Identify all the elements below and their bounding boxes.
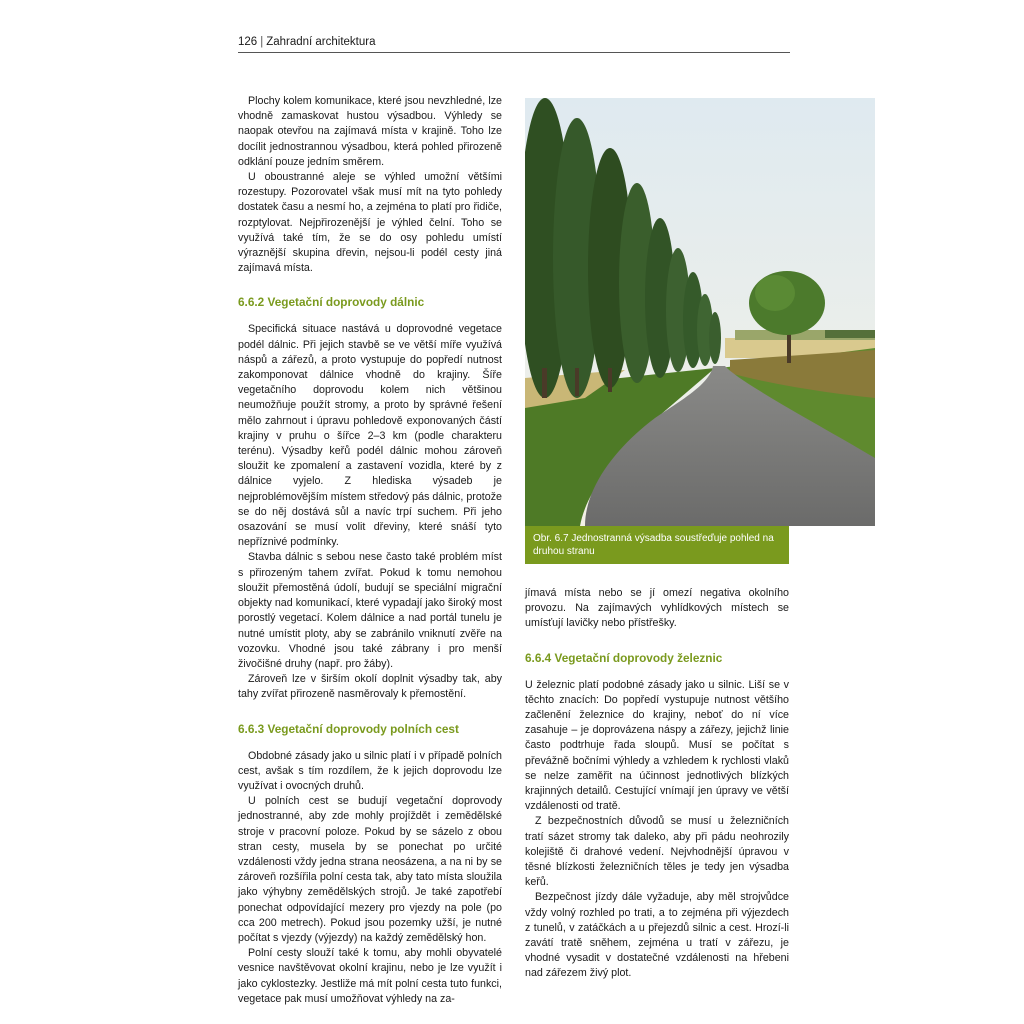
figure-caption: Obr. 6.7 Jednostranná výsadba soustřeďuje pohled na druhou stranu [525, 526, 789, 564]
paragraph: Polní cesty slouží také k tomu, aby mohli obyvatelé vesnice navštěvovat okolní krajinu, nebo je lze využít i jako cyklostezky. Jestliže má mít polní cesta tuto funkci, vegetace pak musí umožňovat výhledy na za- [238, 947, 502, 1005]
paragraph: Specifická situace nastává u doprovodné vegetace podél dálnic. Při jejich stavbě se ve větší míře využívá náspů a zářezů, a proto vystupuje do popředí nutnost zakomponovat dálnice vhodně do krajiny. Šíře vegetačního doprovodu kolem nich většinou neumožňuje použít stromy, a proto by správné řešení mělo zahrnout i úpravu pohledově exponovaných částí krajiny v pruhu o šířce 2–3 km (podle charakteru terénu). Výsadby keřů podél dálnic mohou zároveň sloužit ke zpomalení a zastavení vozidla, které by z dálnice vyjelo. Z hlediska výsadeb je nejproblémovějším místem středový pás dálnic, protože se do něj dostává sůl a navíc trpí suchem. Při jeho osazování se musí volit dřeviny, které snáší tyto nepříznivé podmínky. [238, 323, 502, 549]
paragraph: Obdobné zásady jako u silnic platí i v případě polních cest, avšak s tím rozdílem, že k jejich doprovodu lze využívat i ovocných druhů. [238, 749, 502, 792]
section-heading-6-6-2: 6.6.2 Vegetační doprovody dálnic [238, 295, 425, 310]
paragraph: U polních cest se budují vegetační doprovody jednostranné, aby zde mohly projíždět i zemědělské stroje v pracovní poloze. Pokud by se sázelo z obou stran cesty, musela by se ponechat po určité vzdálenosti vždy jedna strana neosázena, a na ni by se zároveň rozšířila polní cesta tak, aby tato místa sloužila jako výhybny zemědělských strojů. Je také zapotřebí ponechat odpovídající mezery pro vjezdy na pole (po cca 200 metrech). Pokud jsou pozemky užší, je nutné počítat s vjezdy (výjezdy) na každý zemědělský hon. [238, 795, 502, 944]
header-separator: | [260, 36, 264, 48]
section-heading-6-6-3: 6.6.3 Vegetační doprovody polních cest [238, 721, 459, 736]
paragraph: Plochy kolem komunikace, které jsou nevzhledné, lze vhodně zamaskovat hustou výsadbou. Výhledy se naopak otevřou na zajímavá místa v krajině. Toho lze docílit jednostrannou výsadbou, která pohled přirozeně odklání pouze jedním směrem. [238, 95, 502, 168]
page-number: 126 [238, 36, 258, 48]
paragraph: Stavba dálnic s sebou nese často také problém míst s přirozeným tahem zvířat. Pokud k tomu nemohou sloužit přemostěná údolí, budují se speciální migrační objekty nad komunikací, které vypadají jako široký most porostlý vegetací. Kolem dálnice a nad portál tunelu je nutné umístit ploty, aby se zabránilo vniknutí zvěře na vozovku. Vhodné jsou také zábrany i pro menší živočišné druhy (např. pro žáby). [238, 551, 502, 670]
paragraph: U železnic platí podobné zásady jako u silnic. Liší se v těchto znacích: Do popředí vystupuje nutnost většího začlenění železnice do krajiny, neboť do ní více zasahuje – je doprovázena náspy a zářezy, jejichž linie často podtrhuje řada sloupů. Musí se počítat s převážně bočními výhledy a vzhledem k rychlosti vlaků se nelze zaměřit na účinnost jednotlivých blízkých krajinných detailů. Cestující vnímají jen úpravy ve větší vzdálenosti od tratě. [525, 678, 789, 813]
road-with-trees-illustration [525, 98, 875, 526]
paragraph: U oboustranné aleje se výhled umožní většími rozestupy. Pozorovatel však musí mít na tyto pohledy dostatek času a nesmí ho, a zejména to platí pro řidiče, rozptylovat. Nejpřirozenější je výhled čelní. Toho se využívá také tím, že se do osy pohledu umístí výraznější skupina dřevin, nejsou-li podél cesty jiná zajímavá místa. [238, 171, 502, 275]
paragraph: Z bezpečnostních důvodů se musí u železničních tratí sázet stromy tak daleko, aby při pádu neohrozily kolejiště či drahové vedení. Nejvhodnější úpravou v těsné blízkosti železničních těles je tedy jen výsadba keřů. [525, 815, 789, 889]
paragraph: Zároveň lze v širším okolí doplnit výsadby tak, aby tahy zvířat přirozeně nasměrovaly k přemostění. [238, 673, 502, 701]
running-title: Zahradní architektura [266, 36, 376, 48]
section-heading-6-6-4: 6.6.4 Vegetační doprovody železnic [525, 650, 723, 665]
running-header [238, 34, 790, 53]
right-text-column [525, 586, 789, 982]
left-text-column [238, 94, 502, 1007]
paragraph: Bezpečnost jízdy dále vyžaduje, aby měl strojvůdce vždy volný rozhled po trati, a to zejména při výjezdech z tunelů, v zatáčkách a u přejezdů silnic a cest. Hrozí-li zavátí tratě sněhem, zejména u tratí v zářezu, je vhodné vysadit v dostatečné vzdálenosti na hřebeni nad zářezem živý plot. [525, 891, 789, 980]
figure-photo-poplar-avenue [525, 98, 875, 526]
paragraph: jímavá místa nebo se jí omezí negativa okolního provozu. Na zajímavých vyhlídkových místech se umísťují lavičky nebo přístřešky. [525, 587, 789, 630]
